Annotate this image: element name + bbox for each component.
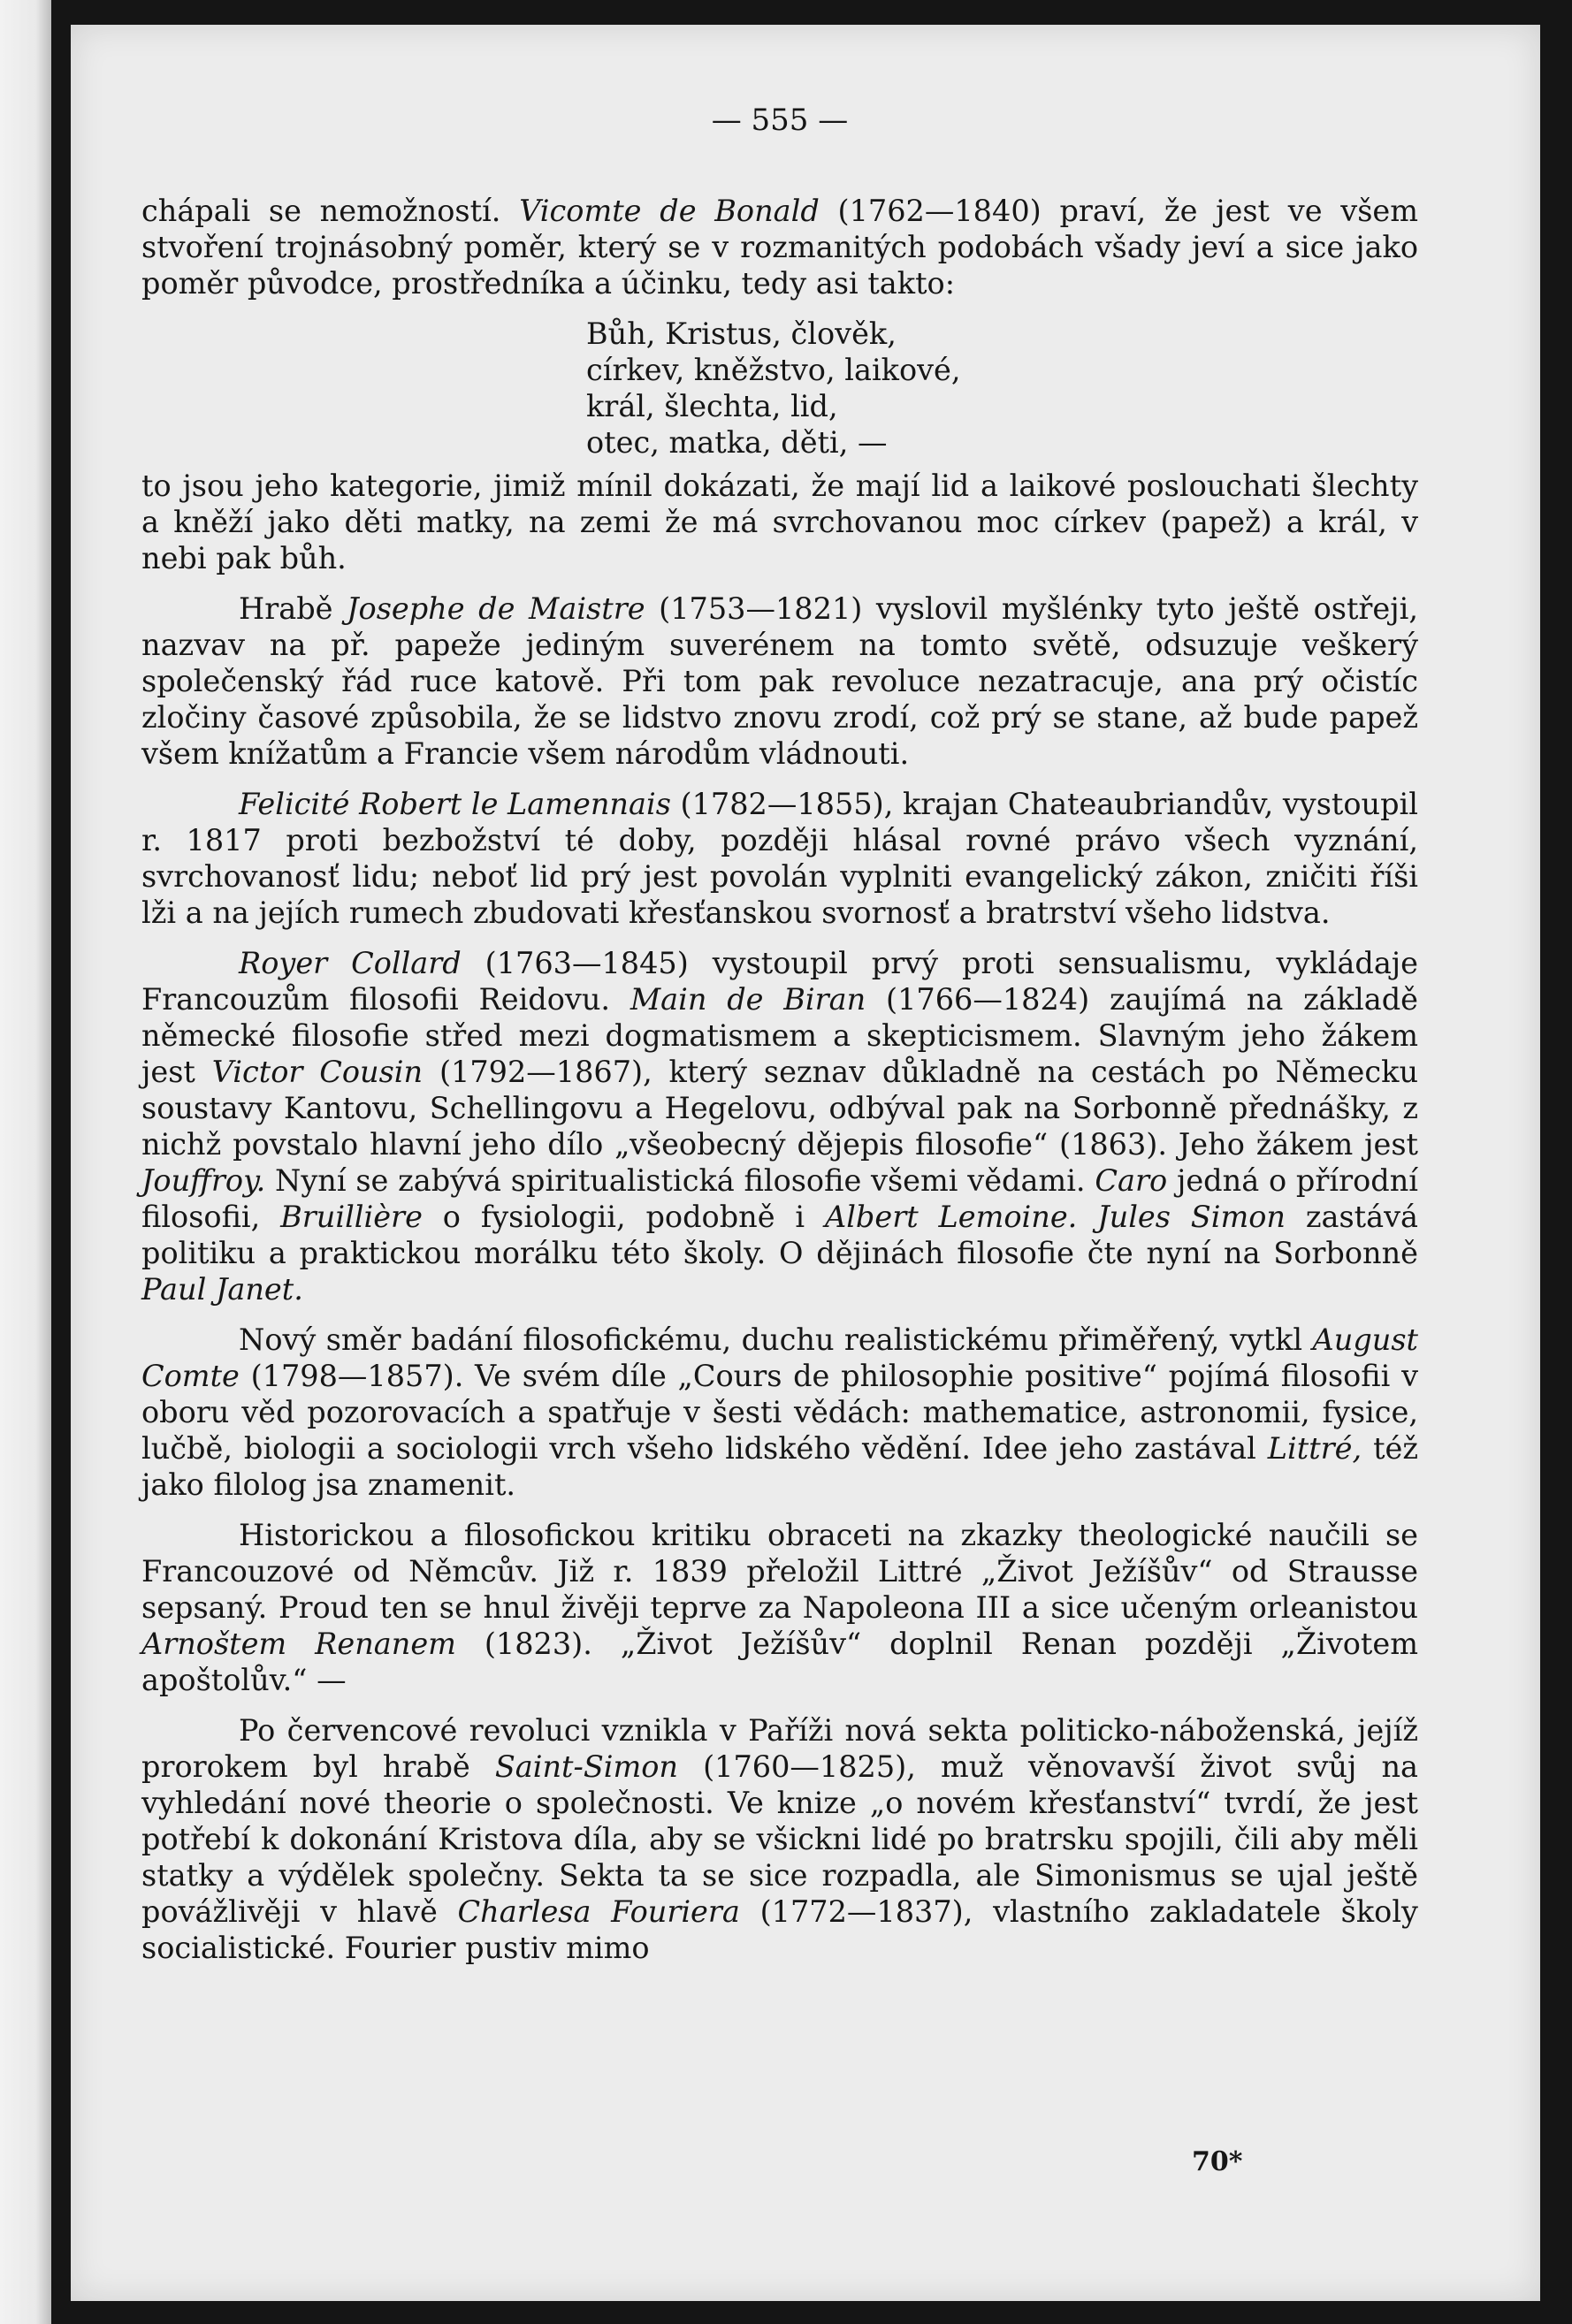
person-name: Saint-Simon — [494, 1749, 679, 1784]
triad-line: otec, matka, děti, — — [586, 425, 888, 460]
person-name: Arnoštem Renanem — [141, 1627, 456, 1661]
person-name: Royer Collard — [239, 946, 462, 980]
paragraph-text: (1782—1855), krajan Chateaubriandův, vystoupil r. 1817 proti bezbožství té doby, později hlásal rovné právo všech vyznání, svrchovanosť lidu; neboť lid prý jest povolán vyplniti evangelický zákon, zničiti říši lži a na jejích rumech zbudovati křesťanskou svornosť a bratrství všeho lidstva. — [141, 787, 1418, 930]
triad-line: církev, kněžstvo, laikové, — [586, 353, 961, 387]
paragraph-text: to jsou jeho kategorie, jimiž mínil dokázati, že mají lid a laikové poslouchati šlechty a kněží jako děti matky, na zemi že má svrchovanou moc církev (papež) a král, v nebi pak bůh. — [141, 469, 1418, 575]
person-name: Vicomte de Bonald — [519, 194, 820, 228]
paragraph-comte — [141, 1322, 1418, 1503]
paragraph-text: (1762—1840) praví, že jest ve všem stvoření trojnásobný poměr, který se v rozmanitých podobách všady jeví a sice jako poměr původce, prostředníka a účinku, tedy asi takto: — [141, 194, 1418, 301]
paragraph-text: Historickou a filosofickou kritiku obraceti na zkazky theologické naučili se Francouzové od Němcův. Již r. 1839 přeložil Littré „Život Ježíšův“ od Strausse sepsaný. Proud ten se hnul živěji teprve za Napoleona III a sice učeným orleanistou — [141, 1518, 1418, 1625]
paragraph-text: (1823). „Život Ježíšův“ doplnil Renan později „Životem apoštolův.“ — — [141, 1627, 1418, 1697]
paragraph-categories — [141, 468, 1418, 576]
person-name: August Comte — [141, 1322, 1418, 1393]
triad-list — [586, 316, 1418, 461]
page-number: — 555 — — [711, 103, 849, 138]
person-name: Josephe de Maistre — [347, 591, 645, 626]
paragraph-text: jedná o přírodní filosofii, — [141, 1163, 1419, 1234]
person-name: Charlesa Fouriera — [457, 1894, 740, 1929]
paragraph-renan — [141, 1517, 1418, 1698]
paragraph-text: (1753—1821) vyslovil myšlénky tyto ještě ostřeji, nazvav na př. papeže jediným suverénem na tomto světě, odsuzuje veškerý společenský řád ruce katově. Při tom pak revoluce nezatracuje, ana prý očistíc zločiny časové způsobila, že se lidstvo znovu zrodí, což prý se stane, až bude papež všem knížatům a Francie všem národům vládnouti. — [141, 591, 1418, 771]
person-name: Bruillière — [280, 1200, 423, 1234]
paragraph-saint-simon — [141, 1712, 1418, 1966]
paragraph-text: (1792—1867), který seznav důkladně na cestách po Německu soustavy Kantovu, Schellingovu a Hegelovu, odbýval pak na Sorbonně přednášky, z nichž povstalo hlavní jeho dílo „všeobecný dějepis filosofie“ (1863). Jeho žákem jest — [141, 1055, 1419, 1162]
paragraph-text: o fysiologii, podobně i — [442, 1200, 805, 1234]
paragraph-text: (1763—1845) vystoupil prvý proti sensualismu, vykládaje Francouzům filosofii Reidovu. — [141, 946, 1418, 1017]
triad-line: král, šlechta, lid, — [586, 389, 838, 423]
triad-line: Bůh, Kristus, člověk, — [586, 316, 897, 351]
paragraph-text: zastává politiku a praktickou morálku této školy. O dějinách filosofie čte nyní na Sorbonně — [141, 1200, 1418, 1270]
paragraph-text: (1766—1824) zaujímá na základě německé filosofie střed mezi dogmatismem a skepticismem. Slavným jeho žákem jest — [141, 982, 1418, 1089]
paragraph-text: (1760—1825), muž věnovavší život svůj na vyhledání nové theorie o společnosti. Ve knize „o novém křesťanství“ tvrdí, že jest potřebí k dokonání Kristova díla, aby se všickni lidé po bratrsku spojili, čili aby měli statky a výdělek společny. Sekta ta se sice rozpadla, ale Simonismus se ujal ještě povážlivěji v hlavě — [141, 1749, 1418, 1929]
paragraph-text: Nyní se zabývá spiritualistická filosofie všemi vědami. — [275, 1163, 1086, 1198]
person-name: Main de Biran — [630, 982, 866, 1017]
paragraph-text: (1798—1857). Ve svém díle „Cours de philosophie positive“ pojímá filosofii v oboru věd pozorovacích a spatřuje v šesti vědách: mathematice, astronomii, fysice, lučbě, biologii a sociologii vrch všeho lidského vědění. Idee jeho zastával — [141, 1359, 1418, 1466]
signature-mark: 70* — [1192, 2146, 1243, 2177]
person-name: Jouffroy. — [141, 1163, 266, 1198]
paragraph-text: (1772—1837), vlastního zakladatele školy socialistické. Fourier pustiv mimo — [141, 1894, 1418, 1965]
page-text — [141, 97, 1418, 1980]
person-name: Caro — [1095, 1163, 1168, 1198]
paragraph-text: chápali se nemožností. — [141, 194, 501, 228]
paragraph-lamennais — [141, 786, 1418, 931]
person-name: Paul Janet. — [141, 1272, 303, 1307]
paragraph-text: Hrabě — [239, 591, 333, 626]
person-name: Albert Lemoine. — [825, 1200, 1078, 1234]
paragraph-collard — [141, 945, 1418, 1307]
paragraph-text: Nový směr badání filosofickému, duchu realistickému přiměřený, vytkl — [239, 1322, 1303, 1357]
person-name: Littré, — [1267, 1431, 1362, 1466]
person-name: Felicité Robert le Lamennais — [239, 787, 671, 821]
paragraph-text: též jako filolog jsa znamenit. — [141, 1431, 1419, 1502]
paragraph-text: Po červencové revoluci vznikla v Paříži nová sekta politicko-náboženská, jejíž prorokem byl hrabě — [141, 1713, 1418, 1784]
person-name: Jules Simon — [1097, 1200, 1286, 1234]
paragraph-maistre — [141, 591, 1418, 772]
left-page-edge — [0, 0, 51, 2324]
person-name: Victor Cousin — [211, 1055, 424, 1089]
paragraph-bonald — [141, 193, 1418, 301]
